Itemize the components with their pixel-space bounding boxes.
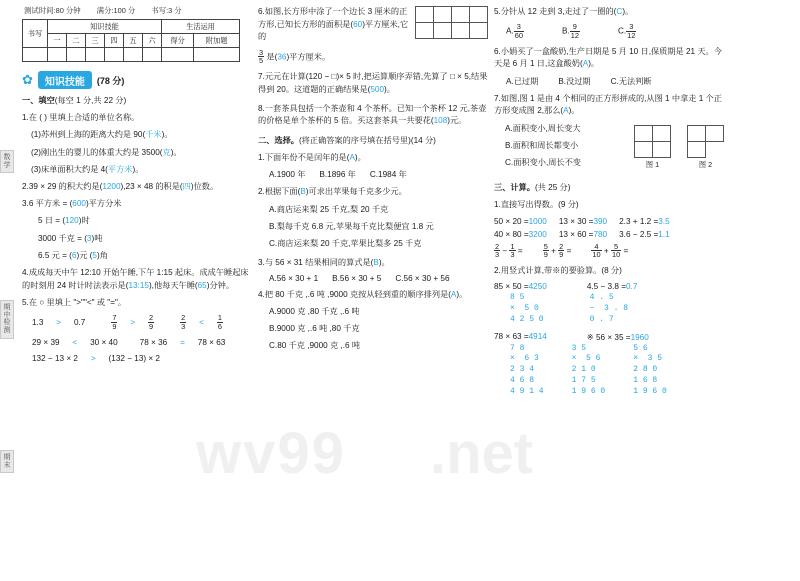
s3-p1-row2: [494, 230, 724, 239]
q1-5: [22, 297, 252, 310]
score-tail-1: 得分: [161, 34, 193, 48]
c7-body: [494, 123, 724, 175]
q1-2-no: 2.: [22, 182, 29, 192]
q6-body: 如图,长方形中涂了一个边长 3 厘米的正方形,已知长方形的面积是(: [258, 7, 408, 29]
score-sub-2: 二: [66, 34, 85, 48]
q8: [258, 103, 488, 128]
knowledge-banner: [22, 71, 252, 89]
c6-opt-b: B.没过期: [558, 76, 591, 86]
c3-text: 与 56 × 31 结果相同的算式是(: [264, 257, 374, 267]
figure-2-grid: [687, 125, 724, 158]
vcalc-work-2: 4 . 5 − 3 . 8 0 . 7: [589, 293, 629, 324]
q8-no: 8.: [258, 103, 265, 113]
vcalc-q3: 78 × 63 =4914: [494, 331, 547, 341]
q1-5-c4: [32, 338, 118, 347]
oral-frac-3: $\frac{4}{10}$ + $\frac{5}{10}$ =: [592, 241, 629, 260]
c1-no: 1.: [258, 153, 265, 163]
figure-1: [634, 125, 671, 175]
q1-2-tail: ),23 × 48 的积是(: [120, 182, 183, 192]
c4-opt-c: C.80 千克 ,9000 克 ,.6 吨: [269, 341, 361, 351]
q8-tail: )元。: [447, 116, 467, 126]
section2-note: (将正确答案的序号填在括号里)(14 分): [298, 135, 436, 145]
c6-ans: A: [582, 59, 589, 69]
edge-tab-2: 期末: [0, 450, 14, 473]
s3-p1-no: 1.: [494, 200, 501, 210]
q1-3-l3-pre: 3000 千克 = (: [38, 233, 87, 243]
c2-opt-c: C.商店运来梨 20 千克,苹果比梨多 25 千克: [269, 238, 422, 248]
figure-2-caption: 图 2: [698, 159, 713, 169]
q1-3-l2: [22, 215, 252, 228]
c5-text: 分针从 12 走到 3,走过了一圈的(: [500, 7, 617, 16]
c5-ans: C: [616, 7, 623, 16]
c7-figures: [634, 123, 724, 175]
q1-3-l2-post: )时: [78, 216, 90, 226]
q1-3-l3-post: )吨: [91, 233, 103, 243]
q1-5-c6-op: >: [90, 353, 96, 363]
c1-opt-a: A.1900 年: [269, 170, 306, 180]
c5-tail: )。: [622, 7, 634, 16]
c4-tail: )。: [456, 289, 468, 299]
vcalc-row1-q: [494, 282, 724, 291]
vcalc-q4: ※ 56 × 35 =1960: [586, 332, 649, 342]
c5-no: 5.: [494, 7, 501, 16]
q7-text: 元元在计算(120 − □)× 5 时,把运算顺序弄错,先算了 □ × 5,结果得到 20。这道题的正确结果是(: [258, 72, 488, 94]
oral-2: 13 × 30 =390: [558, 216, 608, 226]
section3-note: (共 25 分): [534, 183, 571, 193]
section3-title: 三、计算。: [494, 183, 535, 193]
c5-opt-a: A. $\frac{3}{60}$: [506, 22, 523, 40]
q1-2-ans2: 四: [182, 182, 191, 192]
score-col-writing: 书写: [23, 20, 48, 48]
c7-text: 如图,图 1 是由 4 个相同的正方形拼成的,从图 1 中拿走 1 个正方形变成图 2,那么(: [494, 93, 722, 116]
q1-1-sub3-tail: )。: [132, 164, 144, 174]
c3-ans: B: [373, 257, 379, 267]
q1-5-c4-right: 30 × 40: [90, 337, 118, 347]
q1-1-sub2-label: (2): [31, 147, 42, 157]
oral-3: 2.3 + 1.2 =3.5: [619, 216, 670, 226]
oral-1: 50 × 20 =1000: [494, 216, 547, 226]
c3-opt-c: C.56 × 30 + 56: [395, 273, 450, 283]
q6-line2: [258, 49, 488, 66]
score-col-knowledge: 知识技能: [48, 20, 162, 34]
score-blank-3: [85, 48, 104, 62]
q1-5-no: 5.: [22, 297, 29, 307]
oral-4: 40 × 80 =3200: [494, 229, 547, 239]
q1-3-l4-ans: 6: [71, 250, 77, 260]
q1-1-sub2-tail: )。: [170, 147, 182, 157]
c7-opt-b: B.面积和周长都变小: [505, 140, 579, 150]
c1-opt-c: C.1984 年: [369, 170, 407, 180]
q1-4-tail: ),他每天午睡(: [148, 280, 198, 290]
q1-1-sub3: [22, 164, 252, 177]
q1-1-no: 1.: [22, 113, 29, 123]
q1-5-c5-right: 78 × 63: [197, 337, 226, 347]
q1-5-c4-left: 29 × 39: [32, 337, 60, 347]
watermark-2: .net: [430, 421, 534, 486]
q1-5-c2-leftfrac: $\frac{7}{9}$: [112, 313, 117, 331]
score-blank-7: [161, 48, 193, 62]
q7-ans: 500: [370, 84, 385, 94]
q1-2: [22, 181, 252, 194]
s3-p2-heading: [494, 265, 724, 278]
s3-p2-no: 2.: [494, 266, 501, 276]
q1-5-row2: [22, 338, 252, 347]
q1-5-c3: [180, 314, 223, 331]
section1-heading: [22, 95, 252, 108]
q1-4-ans: 13:15: [128, 280, 149, 290]
q1-5-c3-leftfrac: $\frac{2}{3}$: [181, 313, 186, 331]
q1-5-c2-op: >: [130, 317, 136, 327]
s3-p1-heading: [494, 199, 724, 212]
q6-tail2: )平方厘米。: [286, 52, 331, 62]
oral-5: 13 × 60 =780: [558, 229, 608, 239]
q1-5-c1: [32, 318, 85, 327]
q1-5-c1-right: 0.7: [73, 317, 86, 327]
c2-q: [258, 186, 488, 199]
q6-no: 6.: [258, 7, 265, 16]
q1-5-c5: [140, 338, 226, 347]
figure-1-caption: 图 1: [645, 159, 660, 169]
q1-1-sub1-label: (1): [31, 130, 42, 140]
section1-score: (每空 1 分,共 22 分): [54, 96, 127, 105]
figure-2: [687, 125, 724, 175]
q1-5-c5-op: =: [180, 337, 185, 347]
q1-1-sub3-text: 床单面积大约是 4(: [41, 164, 108, 174]
c2-no: 2.: [258, 187, 265, 197]
c6-q: [494, 46, 724, 71]
c3-opts: [258, 274, 488, 283]
q1-5-c1-op: >: [56, 317, 62, 327]
score-blank-5: [123, 48, 142, 62]
c1-text: 下面年份不是闰年的是(: [264, 153, 350, 163]
s3-p2-score: (8 分): [601, 266, 622, 276]
c2-opt-a: A.商店运来梨 25 千克,梨 20 千克: [269, 204, 389, 214]
c1-opt-b: B.1896 年: [319, 170, 356, 180]
q6-text: [258, 6, 410, 44]
q1-5-c4-op: <: [72, 337, 78, 347]
vcalc-work-5: 5 6 × 3 5 2 8 0 1 6 8 1 9 6 0: [633, 343, 667, 396]
q6-mid: 是(: [266, 52, 278, 62]
score-col-life: 生活运用: [161, 20, 239, 34]
c4-text: 把 80 千克 ,.6 吨 ,9000 克按从轻到重的顺序排列是(: [264, 289, 451, 299]
section1-title: 一、填空: [22, 96, 55, 105]
q1-3-l4: [22, 250, 252, 263]
score-blank-8: [194, 48, 240, 62]
q6-frac: $\frac{3}{5}$: [259, 47, 264, 66]
meta-time: 测试时间:80 分钟: [24, 6, 81, 15]
c6-opt-a: A.已过期: [506, 76, 539, 86]
s3-p2-title: 用竖式计算,带※的要验算。: [500, 266, 602, 276]
q1-3-l2-ans: 120: [65, 216, 79, 226]
c3-no: 3.: [258, 257, 265, 267]
column-middle: [258, 0, 488, 581]
score-sub-6: 六: [142, 34, 161, 48]
figure-1-grid: [634, 125, 671, 158]
q1-1-sub1-ans: 千米: [145, 130, 162, 140]
column-left: [22, 0, 252, 581]
column-right: [494, 0, 724, 581]
c5-opt-c: C. $\frac{3}{12}$: [617, 22, 636, 40]
section3-heading: [494, 182, 724, 195]
c6-text: 小娟买了一盒酸奶,生产日期是 5 月 10 日,保质期是 21 天。今天是 6 月 1 日,这盒酸奶(: [494, 46, 722, 69]
q1-1-sub2: [22, 147, 252, 160]
q6-ans: 60: [353, 19, 363, 29]
score-blank-1: [48, 48, 67, 62]
score-blank-2: [66, 48, 85, 62]
edge-tab-1: 期中检测: [0, 300, 14, 339]
vcalc-row2-work: [494, 344, 724, 398]
score-sub-5: 五: [123, 34, 142, 48]
vcalc-work-1: 8 5 × 5 0 4 2 5 0: [510, 293, 544, 324]
c7-opts: [494, 123, 634, 175]
q1-5-c2: [111, 314, 154, 331]
q1-3-l1-post: )平方分米: [85, 199, 122, 209]
section2-title: 二、选择。: [258, 135, 299, 145]
score-sub-4: 四: [104, 34, 123, 48]
meta-writing: 书写:3 分: [151, 6, 182, 15]
vcalc-q1: 85 × 50 =4250: [494, 282, 547, 292]
c4-q: [258, 289, 488, 302]
q1-5-c3-rightfrac: $\frac{1}{6}$: [217, 313, 222, 331]
oral-frac-2: $\frac{5}{9}$ + $\frac{2}{9}$ =: [543, 241, 572, 260]
score-table: [22, 19, 240, 62]
c1-q: [258, 152, 488, 165]
q1-3: [22, 198, 252, 211]
c1-tail: )。: [354, 153, 366, 163]
q1-2-ans: 1200: [102, 182, 121, 192]
q1-5-text: 在 ○ 里填上 ">""<" 或 "="。: [28, 297, 127, 307]
oral-frac-1: $\frac{2}{3}$ − $\frac{1}{3}$ =: [495, 241, 523, 260]
star-icon: ✿: [22, 72, 33, 87]
s3-p1-fracrow: [494, 243, 724, 260]
q1-5-c6-right: (132 − 13) × 2: [108, 353, 160, 363]
meta-score: 满分:100 分: [96, 6, 136, 15]
vcalc-row1-work: [494, 293, 724, 325]
score-sub-1: 一: [48, 34, 67, 48]
c7-opt-c: C.面积变小,周长不变: [505, 157, 581, 167]
q1-5-row1: [22, 314, 252, 331]
s3-p1-row1: [494, 217, 724, 226]
c2-tail: )可求出苹果每千克多少元。: [305, 187, 407, 197]
score-blank-6: [142, 48, 161, 62]
q1-3-no: 3.: [22, 199, 29, 209]
score-blank-4: [104, 48, 123, 62]
q1-4-no: 4.: [22, 268, 29, 278]
c5-opt-b: B. $\frac{9}{12}$: [561, 22, 579, 40]
c6-no: 6.: [494, 46, 501, 56]
c4-opt-a: A.9000 克 ,80 千克 ,.6 吨: [269, 307, 360, 317]
c2-ans: B: [300, 187, 306, 197]
q1-2-tail2: )位数。: [190, 182, 219, 192]
q1-1-sub1-text: 苏州到上海的距离大约是 90(: [41, 130, 146, 140]
q1-3-l4-post2: )角: [96, 250, 108, 260]
q1-3-l1-pre: 6 平方米 = (: [28, 199, 73, 209]
c7-no: 7.: [494, 93, 501, 103]
c7-opt-a: A.面积变小,周长变大: [505, 123, 581, 133]
q7: [258, 71, 488, 96]
q1-3-l4-post: )元 (: [76, 250, 93, 260]
q1-4-tail2: )分钟。: [206, 280, 235, 290]
s3-p1-score: (9 分): [558, 200, 579, 210]
c3-opt-a: A.56 × 30 + 1: [269, 273, 319, 283]
q1-1-sub3-label: (3): [31, 164, 42, 174]
c1-opts: [258, 169, 488, 180]
c4-no: 4.: [258, 289, 265, 299]
c6-opts: [494, 76, 724, 87]
q1-4-ans2: 65: [197, 280, 207, 290]
q7-tail: )。: [384, 84, 395, 94]
q1-3-l4-pre: 6.5 元 = (: [38, 250, 72, 260]
q1-3-l1-ans: 600: [72, 199, 86, 209]
q1-1: [22, 112, 252, 125]
q1-4-text: 成成每天中午 12:10 开始午睡,下午 1:15 起床。成成午睡起床的时刻用 24 时计时法表示是(: [22, 268, 249, 290]
vcalc-row2-q: [494, 332, 724, 342]
score-tail-2: 附加题: [194, 34, 240, 48]
q1-5-c5-left: 78 × 36: [139, 337, 168, 347]
q1-1-sub2-ans: 克: [162, 147, 171, 157]
c1-ans: A: [349, 153, 355, 163]
section2-heading: [258, 135, 488, 148]
q1-3-l3: [22, 233, 252, 246]
q6-ans2: 36: [277, 52, 287, 62]
rectangle-figure: [415, 6, 488, 39]
c5-opts: [494, 23, 724, 40]
q6-block: [258, 6, 488, 65]
score-sub-3: 三: [85, 34, 104, 48]
c4-ans: A: [450, 289, 457, 299]
c7-ans: A: [563, 106, 569, 116]
q1-5-c3-op: <: [199, 317, 204, 327]
q7-no: 7.: [258, 72, 265, 82]
vcalc-q2: 4.5 − 3.8 =0.7: [586, 282, 638, 292]
q1-1-sub3-ans: 平方米: [107, 164, 133, 174]
q1-1-sub1: [22, 129, 252, 142]
c6-opt-c: C.无法判断: [610, 76, 652, 86]
c2-text: 根据下面(: [264, 187, 301, 197]
q1-2-text: 39 × 29 的积大约是(: [28, 182, 103, 192]
edge-tab-0: 数学: [0, 150, 14, 173]
q8-ans: 108: [433, 116, 448, 126]
vcalc-work-3: 7 8 × 6 3 2 3 4 4 6 8 4 9 1 4: [510, 343, 544, 396]
c3-opt-b: B.56 × 30 + 5: [332, 273, 382, 283]
q1-4: [22, 267, 252, 292]
knowledge-banner-score: (78 分): [96, 75, 125, 86]
s3-p1-title: 直接写出得数。: [500, 200, 559, 210]
q6-tail: )平方厘米,它的: [258, 19, 409, 42]
c4-opt-b: B.9000 克 ,.6 吨 ,80 千克: [269, 324, 360, 334]
c3-q: [258, 257, 488, 270]
q1-5-row3: [22, 354, 252, 363]
q1-1-text: 在 ( ) 里填上合适的单位名称。: [28, 113, 140, 123]
watermark: wv99: [196, 421, 346, 486]
q1-5-c1-left: 1.3: [32, 317, 44, 327]
exam-meta: [24, 5, 252, 16]
q1-3-l3-ans: 3: [86, 233, 92, 243]
q1-5-c6-left: 132 − 13 × 2: [32, 353, 78, 363]
q1-5-c2-rightfrac: $\frac{2}{9}$: [149, 313, 154, 331]
q1-3-l2-pre: 5 日 = (: [38, 216, 66, 226]
vcalc-work-4: 3 5 × 5 6 2 1 0 1 7 5 1 9 6 0: [571, 343, 606, 396]
knowledge-banner-title: 知识技能: [38, 71, 92, 89]
c6-tail: )。: [588, 59, 600, 69]
q1-1-sub1-tail: )。: [161, 130, 173, 140]
q1-3-l4-ans2: 5: [92, 250, 97, 260]
c2-opt-b: B.梨每千克 6.8 元,苹果每千克比梨便宜 1.8 元: [269, 221, 434, 231]
score-blank-0: [23, 48, 48, 62]
c5-q: [494, 6, 724, 19]
c7-q: [494, 93, 724, 118]
q1-1-sub2-text: 刚出生的婴儿的体重大约是 3500(: [41, 147, 163, 157]
oral-6: 3.6 − 2.5 =1.1: [619, 229, 670, 239]
c3-tail: )。: [378, 257, 390, 267]
q8-text: 一套茶具包括一个茶壶和 4 个茶杯。已知一个茶杯 12 元,茶壶的价格是单个茶杯的 5 倍。买这套茶具一共要花(: [258, 103, 487, 126]
c7-tail: )。: [568, 106, 580, 116]
